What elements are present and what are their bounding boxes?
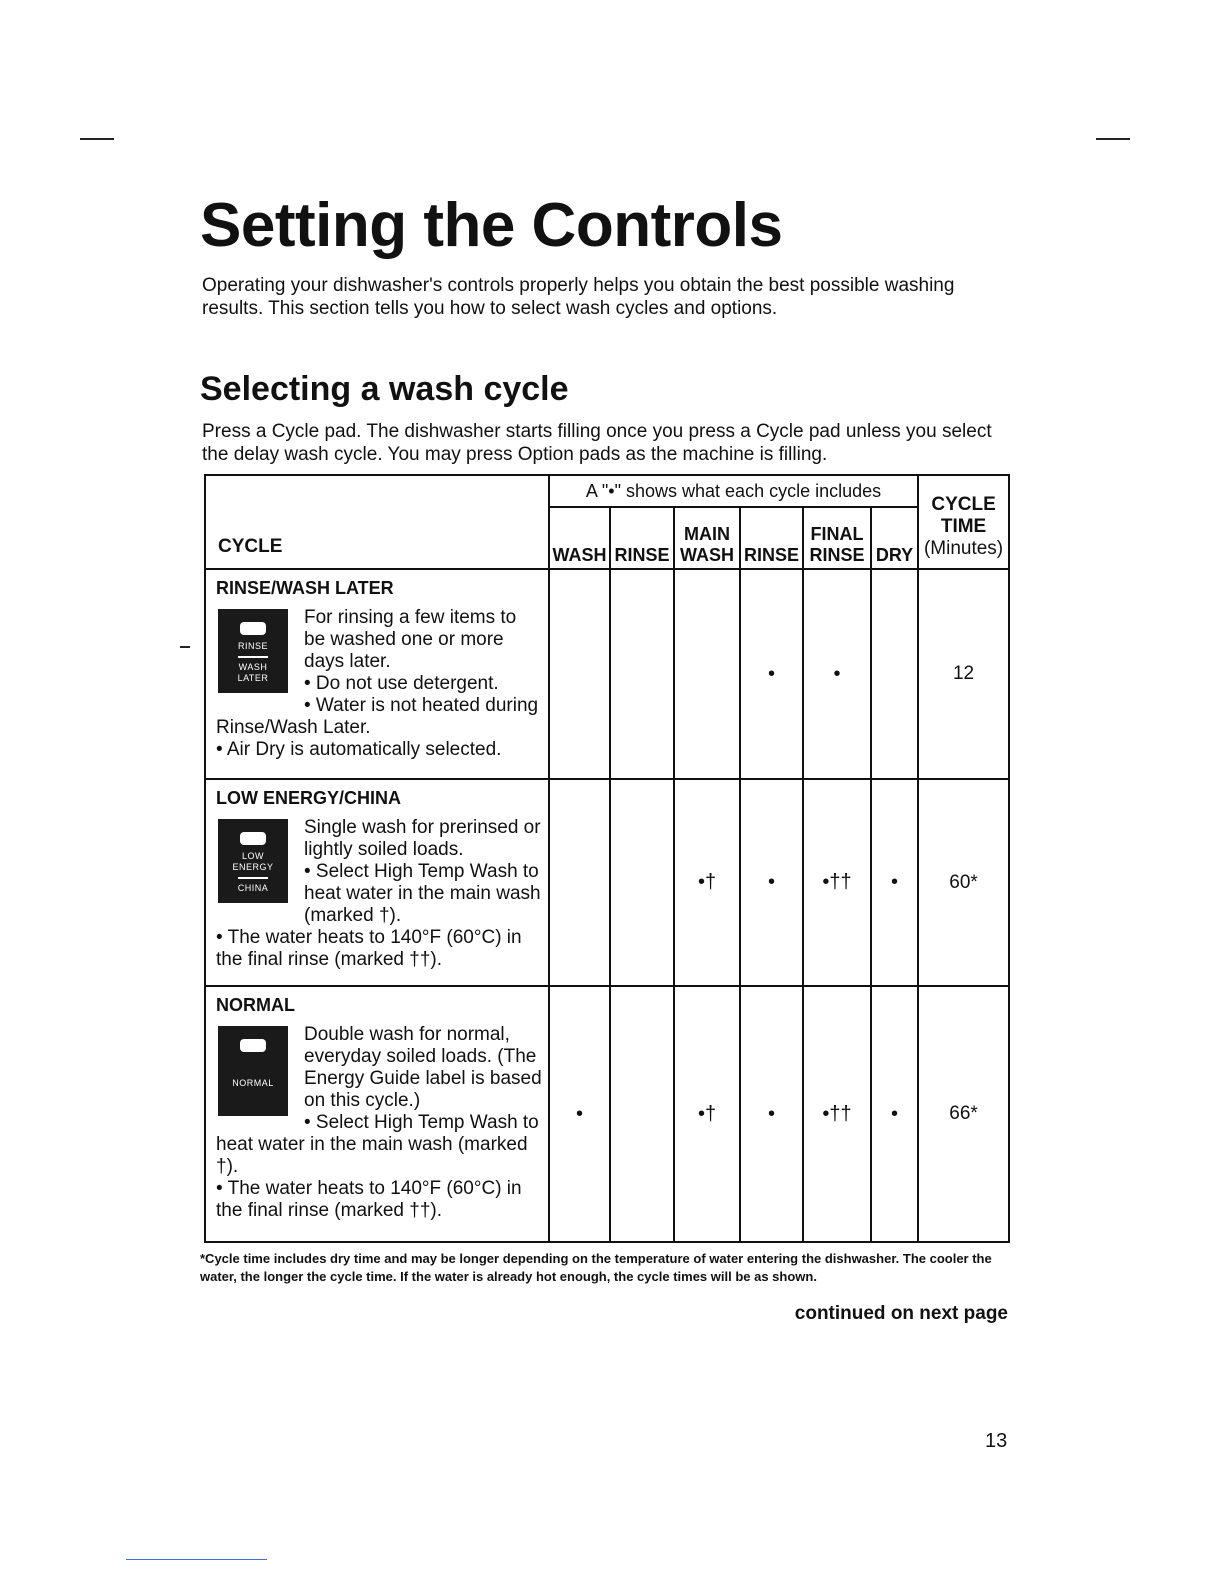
mark-rinse (610, 779, 674, 986)
indicator-light-icon (240, 832, 266, 845)
cycle-time: 66* (918, 986, 1009, 1242)
table-row (205, 779, 1009, 986)
cycle-time: 60* (918, 779, 1009, 986)
mark-rinse-2: • (740, 779, 803, 986)
cycle-bullet: • The water heats to 140°F (60°C) in the final rinse (marked ††). (216, 927, 522, 970)
mark-dry: • (871, 779, 918, 986)
cycle-name: NORMAL (216, 995, 295, 1015)
rinse-wash-later-pad-icon: RINSE WASH LATER (218, 609, 288, 693)
footnote: *Cycle time includes dry time and may be longer depending on the temperature of water entering the dishwasher. The cooler the water, the longer the cycle time. If the water is already hot enough, the cycle times will be as shown. (200, 1251, 992, 1284)
header-cycle-time-label: CYCLE TIME (931, 494, 996, 537)
indicator-light-icon (240, 622, 266, 635)
mark-dry (871, 569, 918, 779)
table-row (205, 569, 1009, 779)
cycle-description (205, 779, 549, 986)
section-paragraph: Press a Cycle pad. The dishwasher starts filling once you press a Cycle pad unless you select the delay wash cycle. You may press Option pads as the machine is filling. (202, 421, 992, 465)
crop-mark-right (1096, 138, 1130, 140)
table-row (205, 986, 1009, 1242)
mark-rinse-2: • (740, 569, 803, 779)
cycle-text: Single wash for prerinsed or lightly soiled loads. (304, 817, 541, 860)
mark-final-rinse: •†† (803, 986, 871, 1242)
cycle-bullet: • Air Dry is automatically selected. (216, 739, 502, 760)
mark-main-wash (674, 569, 740, 779)
header-col-wash: WASH (549, 507, 610, 569)
mark-final-rinse: • (803, 569, 871, 779)
page-number: 13 (985, 1430, 1008, 1452)
cycle-name: LOW ENERGY/CHINA (216, 788, 402, 808)
header-includes-note: A "•" shows what each cycle includes (549, 475, 918, 507)
cycle-text: Double wash for normal, everyday soiled loads. (The Energy Guide label is based on this cycle.) (304, 1024, 542, 1111)
cycle-bullet: • Select High Temp Wash to heat water in the main wash (marked †). (304, 861, 541, 926)
header-col-rinse: RINSE (610, 507, 674, 569)
mark-wash: • (549, 986, 610, 1242)
header-col-rinse-2: RINSE (740, 507, 803, 569)
mark-wash (549, 569, 610, 779)
mark-rinse (610, 569, 674, 779)
header-cycle-time-unit: (Minutes) (923, 538, 1004, 559)
header-col-dry: DRY (871, 507, 918, 569)
mark-final-rinse: •†† (803, 779, 871, 986)
crop-mark-left (80, 138, 114, 140)
header-cycle: CYCLE (205, 475, 549, 569)
cycle-bullet: • Water is not heated during Rinse/Wash Later. (216, 695, 539, 738)
mark-rinse (610, 986, 674, 1242)
header-cycle-time (918, 475, 1009, 569)
mark-main-wash: •† (674, 779, 740, 986)
bottom-rule (126, 1559, 267, 1560)
cycle-text: For rinsing a few items to be washed one or more days later. (304, 607, 517, 672)
cycle-bullet: • Select High Temp Wash to heat water in the main wash (marked †). (216, 1112, 539, 1177)
cycle-description (205, 569, 549, 779)
header-col-main-wash: MAIN WASH (674, 507, 740, 569)
cycle-description (205, 986, 549, 1242)
mark-rinse-2: • (740, 986, 803, 1242)
cycle-table (204, 474, 1010, 1243)
mark-dry: • (871, 986, 918, 1242)
intro-paragraph: Operating your dishwasher's controls properly helps you obtain the best possible washing results. This section tells you how to select wash cycles and options. (202, 275, 955, 319)
normal-pad-icon: NORMAL (218, 1026, 288, 1116)
header-col-final-rinse: FINAL RINSE (803, 507, 871, 569)
page-title: Setting the Controls (200, 191, 783, 260)
indicator-light-icon (240, 1039, 266, 1052)
mark-main-wash: •† (674, 986, 740, 1242)
mark-wash (549, 779, 610, 986)
section-heading: Selecting a wash cycle (200, 370, 569, 408)
low-energy-china-pad-icon: LOW ENERGY CHINA (218, 819, 288, 903)
margin-dash (180, 646, 190, 648)
cycle-name: RINSE/WASH LATER (216, 578, 394, 598)
cycle-time: 12 (918, 569, 1009, 779)
continued-note: continued on next page (794, 1303, 1008, 1324)
cycle-bullet: • Do not use detergent. (304, 673, 499, 694)
cycle-bullet: • The water heats to 140°F (60°C) in the final rinse (marked ††). (216, 1178, 522, 1221)
